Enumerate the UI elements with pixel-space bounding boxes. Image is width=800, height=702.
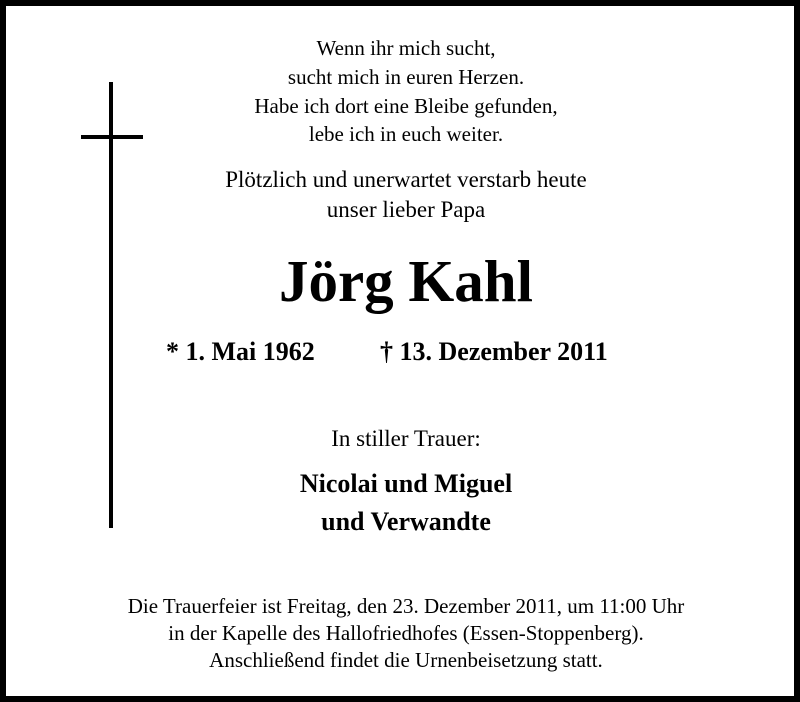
death-date: † 13. Dezember 2011 [380,337,608,366]
verse-line-4: lebe ich in euch weiter. [308,122,504,146]
deceased-name: Jörg Kahl [278,248,534,314]
mourning-intro: In stiller Trauer: [331,426,481,451]
verse-line-2: sucht mich in euren Herzen. [287,65,525,89]
service-line-1: Die Trauerfeier ist Freitag, den 23. Dezember 2011, um 11:00 Uhr [127,594,685,618]
life-dates [6,336,800,368]
mourners-line-2: und Verwandte [321,507,491,536]
service-line-2: in der Kapelle des Hallofriedhofes (Essen-Stoppenberg). [168,621,644,645]
verse-line-3: Habe ich dort eine Bleibe gefunden, [254,94,558,118]
mourners-line-1: Nicolai und Miguel [299,469,513,498]
birth-date: * 1. Mai 1962 [166,337,315,366]
announcement-line-2: unser lieber Papa [326,197,486,222]
verse-line-1: Wenn ihr mich sucht, [316,36,496,60]
service-line-3: Anschließend findet die Urnenbeisetzung statt. [209,648,603,672]
announcement-line-1: Plötzlich und unerwartet verstarb heute [225,167,587,192]
